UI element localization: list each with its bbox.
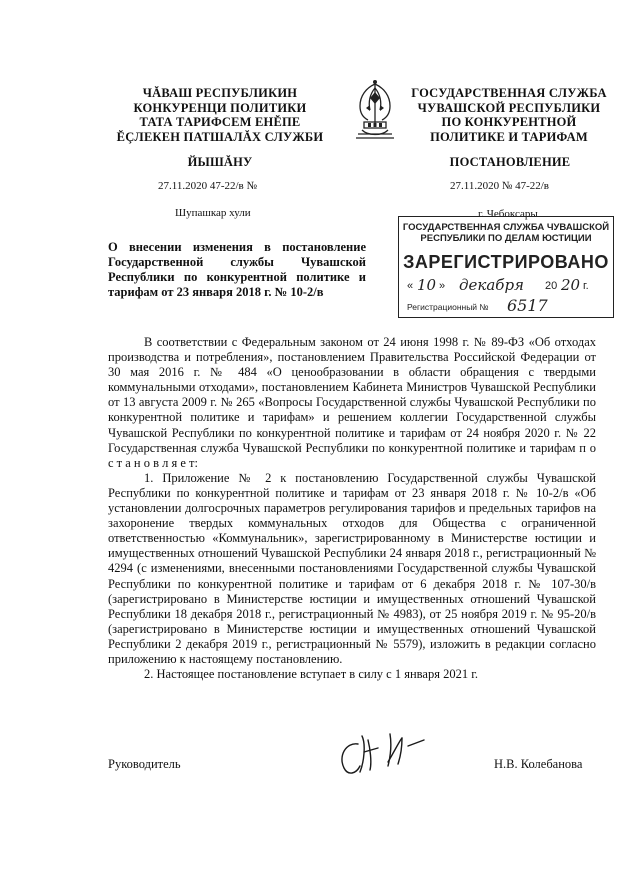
stamp-reg-row <box>399 298 613 316</box>
signatory-position: Руководитель <box>108 757 181 771</box>
header-left-line: ĔÇЛЕКЕН ПАТШАЛĂХ СЛУЖБИ <box>116 129 324 144</box>
header-right-block <box>404 86 614 144</box>
header-left-line: ЧĂВАШ РЕСПУБЛИКИН <box>142 86 298 100</box>
body-paragraph: В соответствии с Федеральным законом от 24 июня 1998 г. № 89-ФЗ «Об отходах производства и потребления», постановлением Правительства Российской Федерации от 30 мая 2016 г. № 484 «О ценообразовании в области обращения с твердыми коммунальными отходами», постановлением Кабинета Министров Чувашской Республики от 13 августа 2009 г. № 265 «Вопросы Государственной службы Чувашской Республики по конкурентной политике и тарифам» и решением коллегии Государственной службы Чувашской Республики по конкурентной политике и тарифам от 24 ноября 2020 г. № 22 Государственная служба Чувашской Республики по конкурентной политике и тарифам п о с т а н о в л я е т: <box>108 335 596 470</box>
header-right-line: ГОСУДАРСТВЕННАЯ СЛУЖБА <box>411 86 607 100</box>
stamp-date-row: « 10 » декабря 20 20 г. <box>407 276 589 294</box>
left-doc-type: ЙЫШĂНУ <box>187 155 253 169</box>
stamp-reg-number: 6517 <box>507 296 548 315</box>
right-doc-type: ПОСТАНОВЛЕНИЕ <box>449 155 571 169</box>
stamp-reg-label: Регистрационный № <box>407 302 489 312</box>
header-right-line: ПО КОНКУРЕНТНОЙ <box>441 115 577 129</box>
stamp-day: 10 <box>417 276 437 294</box>
header-left-line: ТАТА ТАРИФСЕМ ЕНĔПЕ <box>139 115 301 129</box>
body-paragraph: 2. Настоящее постановление вступает в силу с 1 января 2021 г. <box>144 667 479 682</box>
stamp-month: декабря <box>459 276 524 294</box>
stamp-org-line: ГОСУДАРСТВЕННАЯ СЛУЖБА ЧУВАШСКОЙ <box>402 222 610 233</box>
stamp-year-suffix: г. <box>583 280 589 292</box>
header-right-line: ПОЛИТИКЕ И ТАРИФАМ <box>430 129 588 144</box>
left-date-number: 27.11.2020 47-22/в № <box>158 180 257 192</box>
signatory-name: Н.В. Колебанова <box>494 757 583 771</box>
right-date-number: 27.11.2020 № 47-22/в <box>450 180 549 192</box>
right-city: г. Чебоксары <box>478 208 538 220</box>
emblem-logo <box>346 78 404 146</box>
document-title-text: О внесении изменения в постановление Государственной службы Чувашской Республики по конкурентной политике и тарифам от 23 января 2018 г. № 10-2/в <box>108 240 366 299</box>
header-left-block <box>100 86 340 144</box>
stamp-org-line: РЕСПУБЛИКИ ПО ДЕЛАМ ЮСТИЦИИ <box>420 233 592 244</box>
signature-image <box>330 722 440 782</box>
stamp-year: 20 <box>561 276 581 294</box>
document-body <box>108 335 596 682</box>
header-left-line: КОНКУРЕНЦИ ПОЛИТИКИ <box>133 100 307 115</box>
stamp-registered-label: ЗАРЕГИСТРИРОВАНО <box>403 252 609 272</box>
registration-stamp <box>398 216 614 318</box>
document-title <box>108 240 366 300</box>
stamp-year-prefix: 20 <box>545 280 558 292</box>
body-paragraph: 1. Приложение № 2 к постановлению Государственной службы Чувашской Республики по конкурентной политике и тарифам от 23 января 2018 г. № 10-2/в «Об установлении долгосрочных параметров регулирования тарифов и предельных тарифов на захоронение твердых коммунальных отходов для Общества с ограниченной ответственностью «Коммунальник», зарегистрированному в Министерстве юстиции и имущественных отношений Чувашской Республики 24 января 2018 г., регистрационный № 4294 (с изменениями, внесенными постановлениями Государственной службы Чувашской Республики по конкурентной политике и тарифам от 6 декабря 2018 г. № 107-30/в (зарегистрировано в Министерстве юстиции и имущественных отношений Чувашской Республики 18 декабря 2018 г., регистрационный № 4983), от 25 ноября 2019 г. № 95-20/в (зарегистрировано в Министерстве юстиции и имущественных отношений Чувашской Республики 2 декабря 2019 г., регистрационный № 5579), изложить в редакции согласно приложению к настоящему постановлению. <box>108 470 596 666</box>
header-right-line: ЧУВАШСКОЙ РЕСПУБЛИКИ <box>417 100 601 115</box>
left-city: Шупашкар хули <box>175 207 251 219</box>
